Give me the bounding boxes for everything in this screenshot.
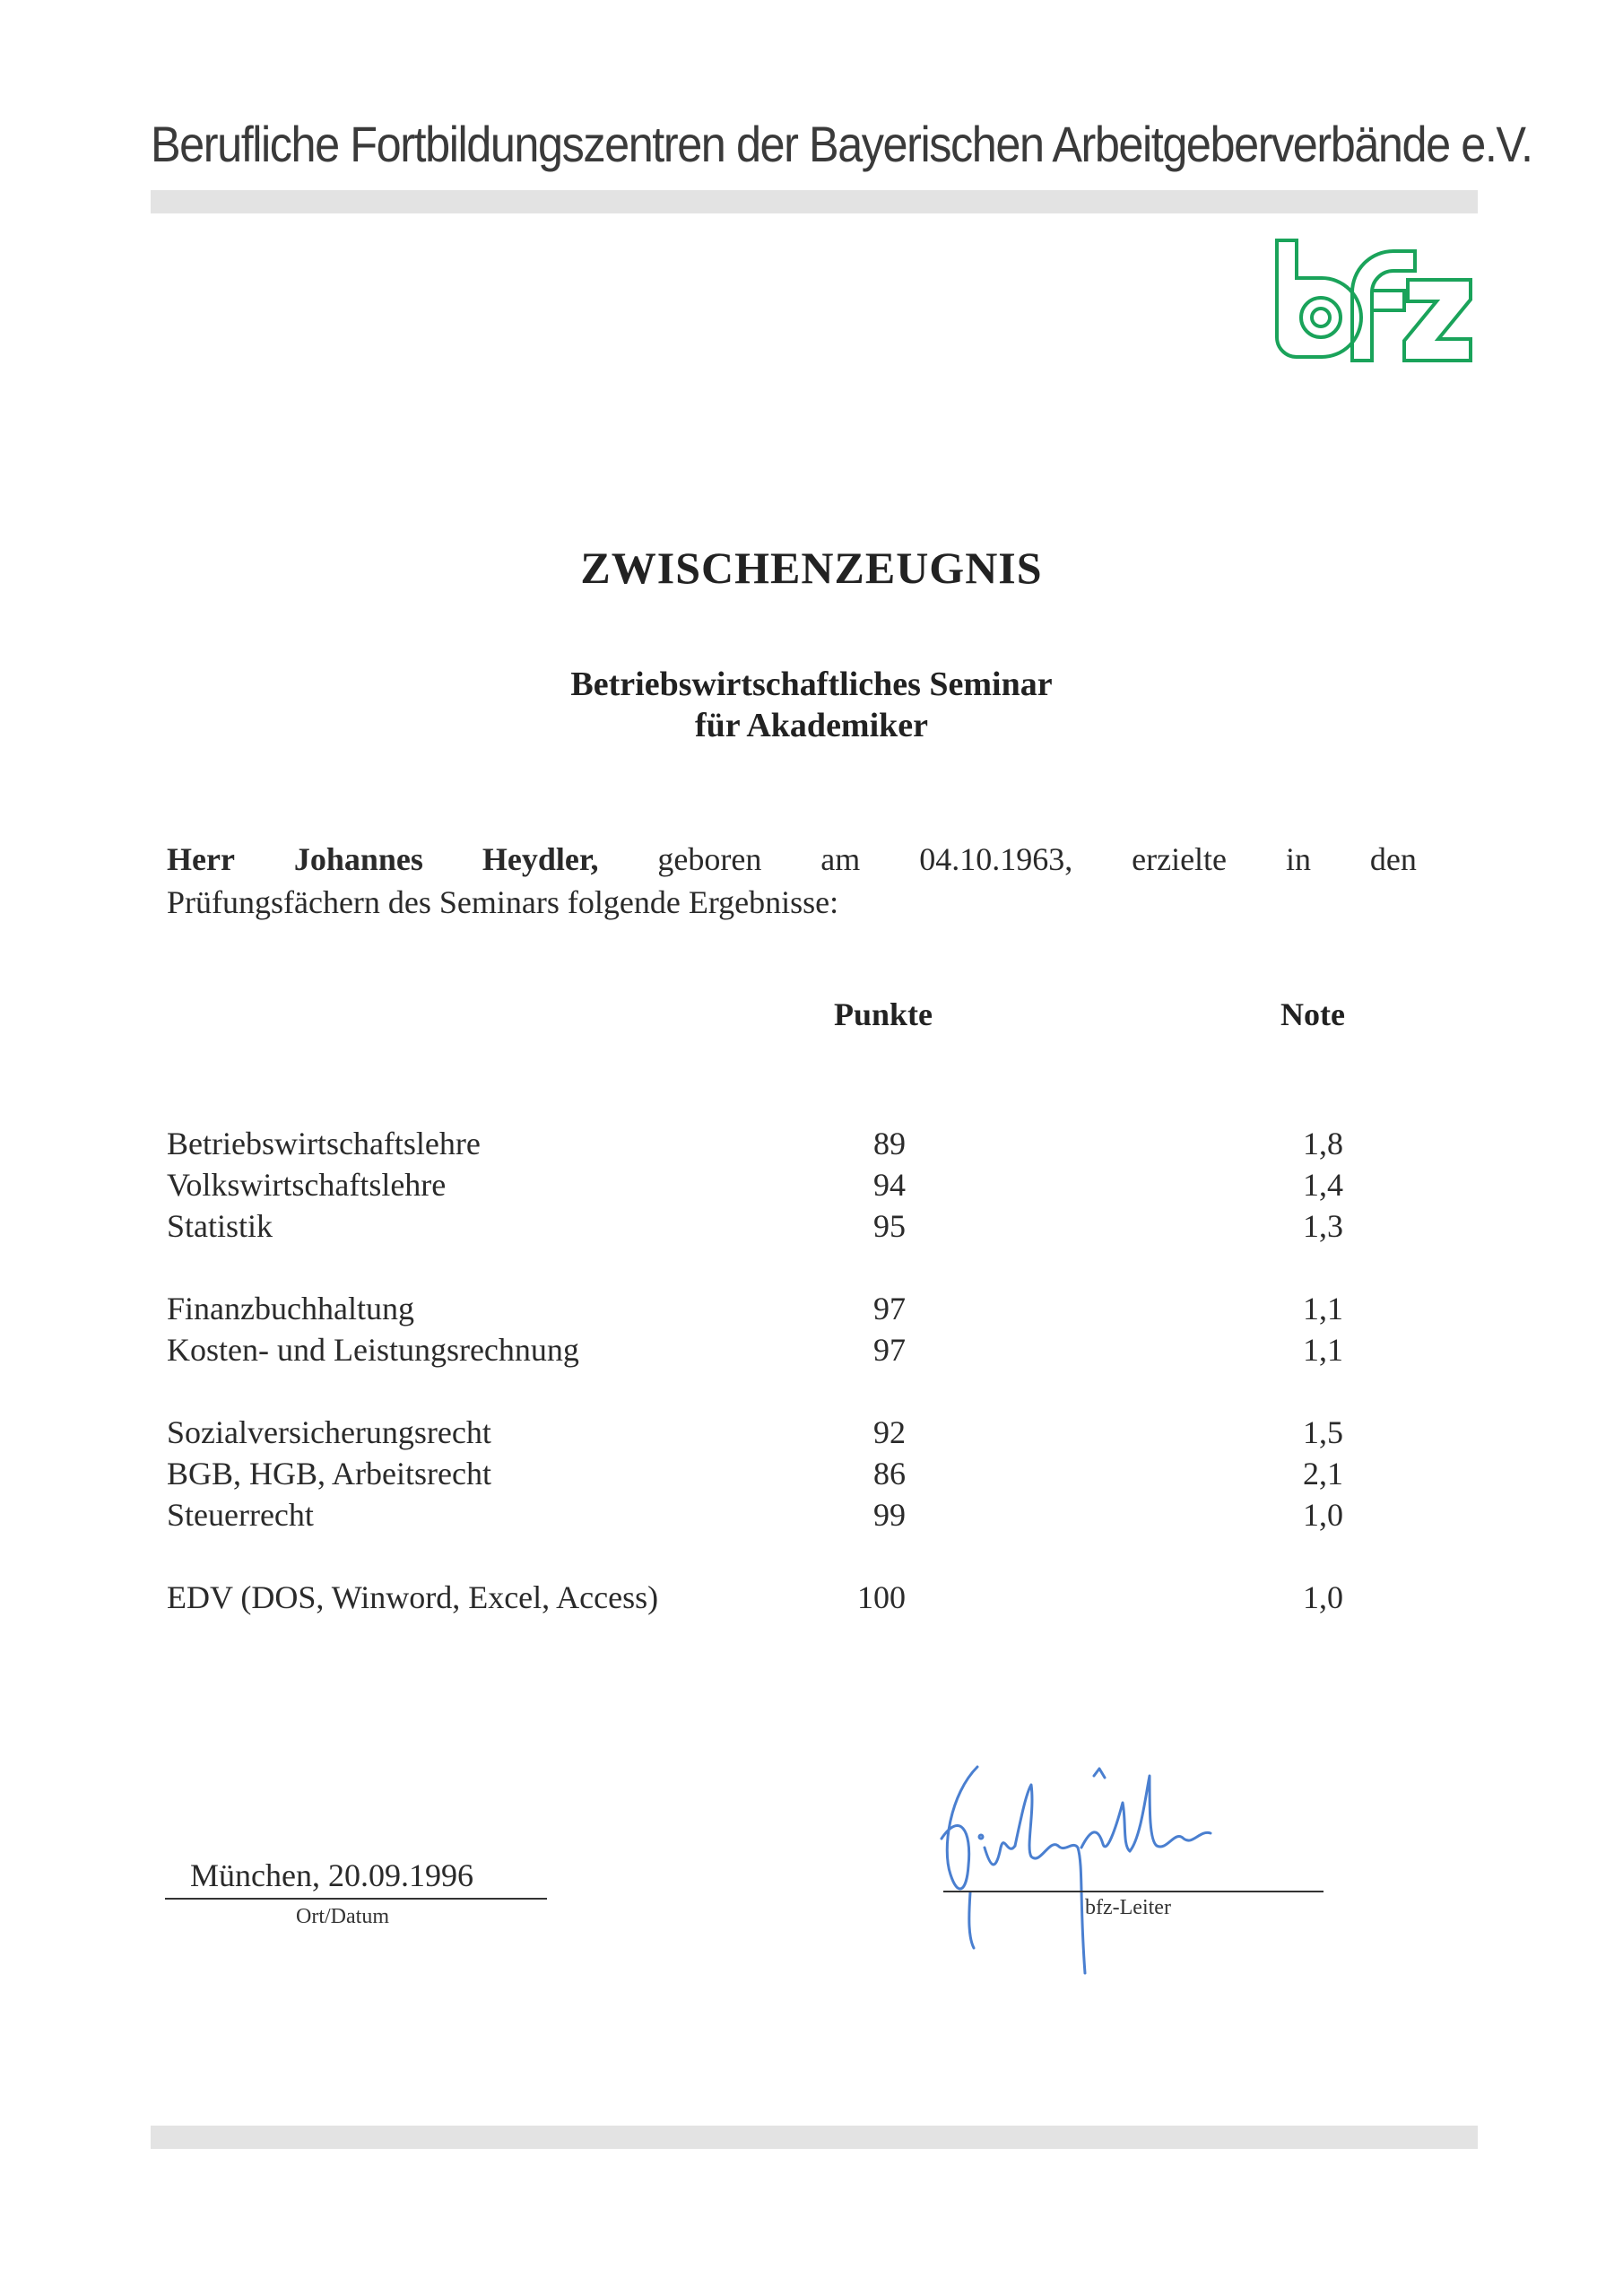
- table-row: [0, 1331, 1623, 1372]
- place-date-line: [165, 1898, 547, 1900]
- subject-name: BGB, HGB, Arbeitsrecht: [167, 1456, 491, 1492]
- points-value: 86: [873, 1456, 906, 1492]
- intro-line-1: [167, 838, 1417, 881]
- grade-value: 1,3: [1303, 1208, 1343, 1244]
- points-value: 99: [873, 1497, 906, 1533]
- handwritten-signature: [915, 1740, 1237, 1991]
- intro-word: in: [1285, 841, 1311, 877]
- intro-word: erzielte: [1132, 841, 1228, 877]
- signer-caption: bfz-Leiter: [1085, 1896, 1171, 1919]
- grade-value: 1,8: [1303, 1126, 1343, 1161]
- intro-line-2: Prüfungsfächern des Seminars folgende Ergebnisse:: [167, 884, 839, 920]
- place-date-caption: Ort/Datum: [296, 1905, 389, 1928]
- intro-word: geboren: [657, 841, 762, 877]
- subject-name: EDV (DOS, Winword, Excel, Access): [167, 1579, 659, 1615]
- points-value: 94: [873, 1167, 906, 1203]
- grade-value: 1,0: [1303, 1579, 1343, 1615]
- document-title: ZWISCHENZEUGNIS: [580, 543, 1043, 593]
- column-header-points: Punkte: [834, 996, 933, 1032]
- bfz-logo: [1270, 235, 1478, 368]
- grade-value: 1,4: [1303, 1167, 1343, 1203]
- points-value: 97: [873, 1291, 906, 1326]
- points-value: 92: [873, 1414, 906, 1450]
- grade-value: 2,1: [1303, 1456, 1343, 1492]
- points-value: 89: [873, 1126, 906, 1161]
- subject-name: Sozialversicherungsrecht: [167, 1414, 491, 1450]
- document-subtitle: [0, 664, 1623, 746]
- points-value: 95: [873, 1208, 906, 1244]
- subject-name: Betriebswirtschaftslehre: [167, 1126, 481, 1161]
- subject-name: Kosten- und Leistungsrechnung: [167, 1332, 579, 1368]
- footer-rule: [151, 2126, 1478, 2149]
- intro-word: 04.10.1963,: [919, 841, 1073, 877]
- intro-word: den: [1369, 841, 1417, 877]
- subject-name: Statistik: [167, 1208, 273, 1244]
- intro-word: am: [820, 841, 861, 877]
- points-value: 100: [857, 1579, 906, 1615]
- table-row: [0, 1207, 1623, 1248]
- header-rule: [151, 190, 1478, 213]
- points-value: 97: [873, 1332, 906, 1368]
- grade-value: 1,0: [1303, 1497, 1343, 1533]
- subtitle-line-2: für Akademiker: [694, 707, 929, 744]
- subtitle-line-1: Betriebswirtschaftliches Seminar: [570, 665, 1053, 703]
- table-row: [0, 1125, 1623, 1166]
- grade-value: 1,1: [1303, 1291, 1343, 1326]
- subject-name: Volkswirtschaftslehre: [167, 1167, 447, 1203]
- signature-line: [943, 1891, 1324, 1892]
- intro-paragraph: [167, 838, 1417, 924]
- intro-word: Herr: [167, 841, 235, 877]
- intro-word: Johannes: [293, 841, 423, 877]
- intro-word: Heydler,: [482, 841, 599, 877]
- subject-name: Finanzbuchhaltung: [167, 1291, 414, 1326]
- place-date: München, 20.09.1996: [190, 1857, 473, 1893]
- table-row: [0, 1496, 1623, 1537]
- organization-header: Berufliche Fortbildungszentren der Bayerischen Arbeitgeberverbände e.V.: [151, 116, 1532, 172]
- table-row: [0, 1413, 1623, 1455]
- grade-value: 1,1: [1303, 1332, 1343, 1368]
- grade-value: 1,5: [1303, 1414, 1343, 1450]
- table-row: [0, 1290, 1623, 1331]
- table-row: [0, 1455, 1623, 1496]
- table-row: [0, 1166, 1623, 1207]
- table-row: [0, 1578, 1623, 1620]
- column-header-grade: Note: [1280, 996, 1345, 1032]
- subject-name: Steuerrecht: [167, 1497, 314, 1533]
